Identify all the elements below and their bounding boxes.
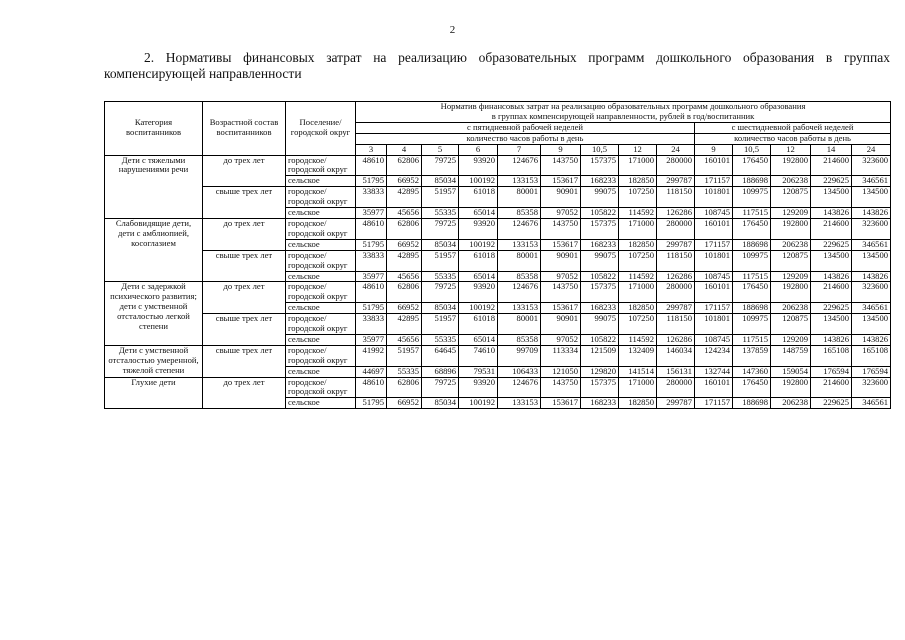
header-norm-line-1: Норматив финансовых затрат на реализацию образовательных программ дошкольного образования: [440, 101, 806, 111]
value-cell: 66952: [387, 303, 422, 314]
age-cell: до трех лет: [203, 155, 286, 187]
settlement-rural-cell: сельское: [286, 271, 356, 282]
value-cell: 48610: [356, 218, 387, 239]
value-cell: 171157: [695, 176, 733, 187]
value-cell: 117515: [733, 334, 771, 345]
value-cell: 62806: [387, 377, 422, 398]
value-cell: 42895: [387, 250, 422, 271]
settlement-rural-cell: сельское: [286, 176, 356, 187]
value-cell: 132409: [619, 345, 657, 366]
value-cell: 114592: [619, 208, 657, 219]
value-cell: 93920: [459, 155, 498, 176]
value-cell: 176450: [733, 282, 771, 303]
value-cell: 90901: [541, 314, 581, 335]
hours-six-cell: 10,5: [733, 144, 771, 155]
value-cell: 101801: [695, 187, 733, 208]
value-cell: 280000: [657, 155, 695, 176]
category-cell: Дети с задержкой психического развития; дети с умственной отсталостью легкой степени: [105, 282, 203, 345]
value-cell: 143826: [811, 208, 852, 219]
age-cell: до трех лет: [203, 282, 286, 314]
hours-six-cell: 9: [695, 144, 733, 155]
value-cell: 97052: [541, 271, 581, 282]
table-body: [105, 155, 891, 409]
value-cell: 108745: [695, 271, 733, 282]
value-cell: 100192: [459, 176, 498, 187]
value-cell: 61018: [459, 187, 498, 208]
value-cell: 80001: [498, 187, 541, 208]
value-cell: 159054: [771, 366, 811, 377]
value-cell: 120875: [771, 187, 811, 208]
value-cell: 109975: [733, 250, 771, 271]
value-cell: 101801: [695, 250, 733, 271]
value-cell: 143826: [852, 334, 891, 345]
value-cell: 42895: [387, 187, 422, 208]
value-cell: 165108: [852, 345, 891, 366]
value-cell: 171000: [619, 155, 657, 176]
value-cell: 280000: [657, 218, 695, 239]
value-cell: 66952: [387, 398, 422, 409]
value-cell: 323600: [852, 218, 891, 239]
value-cell: 133153: [498, 239, 541, 250]
value-cell: 134500: [852, 250, 891, 271]
value-cell: 51795: [356, 239, 387, 250]
value-cell: 299787: [657, 398, 695, 409]
value-cell: 160101: [695, 377, 733, 398]
section-heading: [104, 50, 890, 82]
value-cell: 188698: [733, 398, 771, 409]
value-cell: 109975: [733, 187, 771, 208]
value-cell: 171000: [619, 377, 657, 398]
category-cell: Слабовидящие дети, дети с амблиопией, косоглазием: [105, 218, 203, 281]
value-cell: 107250: [619, 250, 657, 271]
hours-five-cell: 9: [541, 144, 581, 155]
header-settlement: Поселение/ городской округ: [286, 102, 356, 156]
value-cell: 100192: [459, 398, 498, 409]
hours-six-cell: 12: [771, 144, 811, 155]
value-cell: 153617: [541, 176, 581, 187]
value-cell: 176594: [811, 366, 852, 377]
value-cell: 55335: [422, 271, 459, 282]
value-cell: 280000: [657, 377, 695, 398]
value-cell: 41992: [356, 345, 387, 366]
value-cell: 62806: [387, 282, 422, 303]
value-cell: 79725: [422, 155, 459, 176]
value-cell: 65014: [459, 271, 498, 282]
settlement-urban-cell: городское/ городской округ: [286, 314, 356, 335]
value-cell: 66952: [387, 239, 422, 250]
value-cell: 192800: [771, 218, 811, 239]
value-cell: 93920: [459, 282, 498, 303]
age-cell: свыше трех лет: [203, 345, 286, 377]
value-cell: 80001: [498, 314, 541, 335]
value-cell: 346561: [852, 303, 891, 314]
value-cell: 148759: [771, 345, 811, 366]
value-cell: 97052: [541, 208, 581, 219]
value-cell: 45656: [387, 271, 422, 282]
value-cell: 35977: [356, 208, 387, 219]
value-cell: 107250: [619, 187, 657, 208]
value-cell: 171157: [695, 303, 733, 314]
value-cell: 64645: [422, 345, 459, 366]
value-cell: 79725: [422, 377, 459, 398]
value-cell: 35977: [356, 334, 387, 345]
value-cell: 214600: [811, 282, 852, 303]
value-cell: 160101: [695, 155, 733, 176]
settlement-urban-cell: городское/ городской округ: [286, 377, 356, 398]
value-cell: 105822: [581, 334, 619, 345]
category-cell: Дети с умственной отсталостью умеренной, тяжелой степени: [105, 345, 203, 377]
value-cell: 133153: [498, 176, 541, 187]
value-cell: 188698: [733, 239, 771, 250]
value-cell: 153617: [541, 239, 581, 250]
value-cell: 206238: [771, 398, 811, 409]
value-cell: 182850: [619, 176, 657, 187]
header-six-day: с шестидневной рабочей неделей: [695, 122, 891, 133]
table-row: [105, 250, 891, 271]
settlement-urban-cell: городское/ городской округ: [286, 345, 356, 366]
value-cell: 121050: [541, 366, 581, 377]
value-cell: 48610: [356, 155, 387, 176]
value-cell: 108745: [695, 208, 733, 219]
header-five-day: с пятидневной рабочей неделей: [356, 122, 695, 133]
settlement-urban-cell: городское/ городской округ: [286, 250, 356, 271]
header-norm-line-2: в группах компенсирующей направленности, рублей в год/воспитанник: [491, 110, 755, 121]
value-cell: 157375: [581, 218, 619, 239]
value-cell: 129209: [771, 271, 811, 282]
value-cell: 99075: [581, 314, 619, 335]
value-cell: 143826: [811, 334, 852, 345]
settlement-rural-cell: сельское: [286, 366, 356, 377]
value-cell: 48610: [356, 377, 387, 398]
value-cell: 134500: [811, 314, 852, 335]
value-cell: 126286: [657, 334, 695, 345]
value-cell: 165108: [811, 345, 852, 366]
value-cell: 51957: [387, 345, 422, 366]
value-cell: 93920: [459, 218, 498, 239]
settlement-urban-cell: городское/ городской округ: [286, 155, 356, 176]
heading-line-2: компенсирующей направленности: [104, 66, 302, 81]
value-cell: 42895: [387, 314, 422, 335]
value-cell: 68896: [422, 366, 459, 377]
value-cell: 118150: [657, 314, 695, 335]
value-cell: 51795: [356, 303, 387, 314]
value-cell: 101801: [695, 314, 733, 335]
value-cell: 229625: [811, 239, 852, 250]
norms-table: [104, 101, 891, 409]
settlement-urban-cell: городское/ городской округ: [286, 282, 356, 303]
value-cell: 299787: [657, 303, 695, 314]
value-cell: 118150: [657, 187, 695, 208]
value-cell: 171157: [695, 398, 733, 409]
value-cell: 85358: [498, 208, 541, 219]
value-cell: 85358: [498, 271, 541, 282]
value-cell: 168233: [581, 176, 619, 187]
value-cell: 124676: [498, 155, 541, 176]
value-cell: 171000: [619, 282, 657, 303]
hours-five-cell: 12: [619, 144, 657, 155]
value-cell: 61018: [459, 314, 498, 335]
value-cell: 107250: [619, 314, 657, 335]
hours-five-cell: 24: [657, 144, 695, 155]
value-cell: 160101: [695, 218, 733, 239]
value-cell: 192800: [771, 377, 811, 398]
value-cell: 168233: [581, 303, 619, 314]
value-cell: 121509: [581, 345, 619, 366]
settlement-rural-cell: сельское: [286, 239, 356, 250]
value-cell: 176450: [733, 218, 771, 239]
age-cell: до трех лет: [203, 218, 286, 250]
value-cell: 85358: [498, 334, 541, 345]
value-cell: 106433: [498, 366, 541, 377]
value-cell: 90901: [541, 250, 581, 271]
value-cell: 168233: [581, 239, 619, 250]
value-cell: 133153: [498, 303, 541, 314]
value-cell: 51957: [422, 250, 459, 271]
value-cell: 176594: [852, 366, 891, 377]
value-cell: 168233: [581, 398, 619, 409]
value-cell: 48610: [356, 282, 387, 303]
value-cell: 120875: [771, 250, 811, 271]
value-cell: 182850: [619, 239, 657, 250]
header-hours-five: количество часов работы в день: [356, 133, 695, 144]
value-cell: 214600: [811, 218, 852, 239]
value-cell: 51957: [422, 314, 459, 335]
age-cell: свыше трех лет: [203, 187, 286, 219]
value-cell: 62806: [387, 218, 422, 239]
value-cell: 206238: [771, 303, 811, 314]
value-cell: 51795: [356, 176, 387, 187]
value-cell: 124676: [498, 377, 541, 398]
value-cell: 79725: [422, 282, 459, 303]
page-number: 2: [449, 24, 456, 36]
value-cell: 109975: [733, 314, 771, 335]
value-cell: 299787: [657, 239, 695, 250]
value-cell: 45656: [387, 208, 422, 219]
value-cell: 118150: [657, 250, 695, 271]
value-cell: 192800: [771, 155, 811, 176]
value-cell: 157375: [581, 377, 619, 398]
value-cell: 85034: [422, 398, 459, 409]
hours-five-cell: 7: [498, 144, 541, 155]
value-cell: 323600: [852, 377, 891, 398]
category-cell: Дети с тяжелыми нарушениями речи: [105, 155, 203, 218]
value-cell: 134500: [852, 187, 891, 208]
value-cell: 323600: [852, 155, 891, 176]
value-cell: 55335: [387, 366, 422, 377]
settlement-urban-cell: городское/ городской округ: [286, 218, 356, 239]
value-cell: 214600: [811, 377, 852, 398]
value-cell: 33833: [356, 187, 387, 208]
value-cell: 134500: [811, 187, 852, 208]
value-cell: 35977: [356, 271, 387, 282]
settlement-rural-cell: сельское: [286, 334, 356, 345]
value-cell: 55335: [422, 208, 459, 219]
table-row: [105, 282, 891, 303]
value-cell: 55335: [422, 334, 459, 345]
value-cell: 51957: [422, 187, 459, 208]
header-age: Возрастной состав воспитанников: [203, 102, 286, 156]
value-cell: 79531: [459, 366, 498, 377]
value-cell: 137859: [733, 345, 771, 366]
value-cell: 182850: [619, 303, 657, 314]
table-row: [105, 377, 891, 398]
value-cell: 124234: [695, 345, 733, 366]
value-cell: 93920: [459, 377, 498, 398]
value-cell: 188698: [733, 176, 771, 187]
value-cell: 129820: [581, 366, 619, 377]
value-cell: 346561: [852, 176, 891, 187]
value-cell: 85034: [422, 239, 459, 250]
value-cell: 124676: [498, 282, 541, 303]
value-cell: 171157: [695, 239, 733, 250]
value-cell: 114592: [619, 334, 657, 345]
value-cell: 99075: [581, 250, 619, 271]
value-cell: 346561: [852, 239, 891, 250]
table-header: [105, 102, 891, 156]
value-cell: 129209: [771, 334, 811, 345]
value-cell: 134500: [852, 314, 891, 335]
value-cell: 182850: [619, 398, 657, 409]
value-cell: 66952: [387, 176, 422, 187]
value-cell: 188698: [733, 303, 771, 314]
value-cell: 134500: [811, 250, 852, 271]
hours-five-cell: 10,5: [581, 144, 619, 155]
value-cell: 90901: [541, 187, 581, 208]
value-cell: 147360: [733, 366, 771, 377]
value-cell: 157375: [581, 282, 619, 303]
value-cell: 62806: [387, 155, 422, 176]
heading-line-1: 2. Нормативы финансовых затрат на реализацию образовательных программ дошкольного образования в группах: [144, 50, 890, 65]
age-cell: свыше трех лет: [203, 250, 286, 282]
value-cell: 85034: [422, 303, 459, 314]
table-row: [105, 218, 891, 239]
value-cell: 346561: [852, 398, 891, 409]
value-cell: 33833: [356, 314, 387, 335]
value-cell: 171000: [619, 218, 657, 239]
value-cell: 44697: [356, 366, 387, 377]
value-cell: 156131: [657, 366, 695, 377]
settlement-urban-cell: городское/ городской округ: [286, 187, 356, 208]
value-cell: 113334: [541, 345, 581, 366]
value-cell: 100192: [459, 303, 498, 314]
value-cell: 141514: [619, 366, 657, 377]
hours-five-cell: 3: [356, 144, 387, 155]
value-cell: 85034: [422, 176, 459, 187]
value-cell: 61018: [459, 250, 498, 271]
value-cell: 157375: [581, 155, 619, 176]
hours-five-cell: 5: [422, 144, 459, 155]
header-category: Категория воспитанников: [105, 102, 203, 156]
value-cell: 105822: [581, 271, 619, 282]
age-cell: до трех лет: [203, 377, 286, 409]
value-cell: 143750: [541, 377, 581, 398]
value-cell: 126286: [657, 208, 695, 219]
value-cell: 51795: [356, 398, 387, 409]
value-cell: 160101: [695, 282, 733, 303]
value-cell: 143826: [852, 208, 891, 219]
value-cell: 280000: [657, 282, 695, 303]
value-cell: 108745: [695, 334, 733, 345]
value-cell: 124676: [498, 218, 541, 239]
value-cell: 206238: [771, 239, 811, 250]
value-cell: 299787: [657, 176, 695, 187]
value-cell: 229625: [811, 176, 852, 187]
value-cell: 80001: [498, 250, 541, 271]
value-cell: 176450: [733, 377, 771, 398]
settlement-rural-cell: сельское: [286, 208, 356, 219]
category-cell: Глухие дети: [105, 377, 203, 409]
hours-five-cell: 4: [387, 144, 422, 155]
value-cell: 143750: [541, 155, 581, 176]
value-cell: 105822: [581, 208, 619, 219]
table-row: [105, 314, 891, 335]
value-cell: 114592: [619, 271, 657, 282]
header-hours-six: количество часов работы в день: [695, 133, 891, 144]
value-cell: 117515: [733, 271, 771, 282]
age-cell: свыше трех лет: [203, 314, 286, 346]
value-cell: 206238: [771, 176, 811, 187]
hours-six-cell: 14: [811, 144, 852, 155]
value-cell: 153617: [541, 303, 581, 314]
value-cell: 176450: [733, 155, 771, 176]
value-cell: 126286: [657, 271, 695, 282]
value-cell: 99709: [498, 345, 541, 366]
value-cell: 153617: [541, 398, 581, 409]
settlement-rural-cell: сельское: [286, 398, 356, 409]
settlement-rural-cell: сельское: [286, 303, 356, 314]
hours-five-cell: 6: [459, 144, 498, 155]
value-cell: 143826: [852, 271, 891, 282]
value-cell: 132744: [695, 366, 733, 377]
value-cell: 99075: [581, 187, 619, 208]
value-cell: 229625: [811, 303, 852, 314]
value-cell: 65014: [459, 208, 498, 219]
value-cell: 214600: [811, 155, 852, 176]
table-row: [105, 345, 891, 366]
hours-six-cell: 24: [852, 144, 891, 155]
value-cell: 97052: [541, 334, 581, 345]
value-cell: 192800: [771, 282, 811, 303]
value-cell: 79725: [422, 218, 459, 239]
value-cell: 120875: [771, 314, 811, 335]
value-cell: 129209: [771, 208, 811, 219]
value-cell: 65014: [459, 334, 498, 345]
header-norm: [356, 102, 891, 123]
value-cell: 323600: [852, 282, 891, 303]
value-cell: 143750: [541, 218, 581, 239]
value-cell: 74610: [459, 345, 498, 366]
table-row: [105, 155, 891, 176]
table-row: [105, 187, 891, 208]
value-cell: 33833: [356, 250, 387, 271]
value-cell: 133153: [498, 398, 541, 409]
value-cell: 146034: [657, 345, 695, 366]
value-cell: 143750: [541, 282, 581, 303]
value-cell: 143826: [811, 271, 852, 282]
value-cell: 45656: [387, 334, 422, 345]
value-cell: 100192: [459, 239, 498, 250]
value-cell: 117515: [733, 208, 771, 219]
value-cell: 229625: [811, 398, 852, 409]
